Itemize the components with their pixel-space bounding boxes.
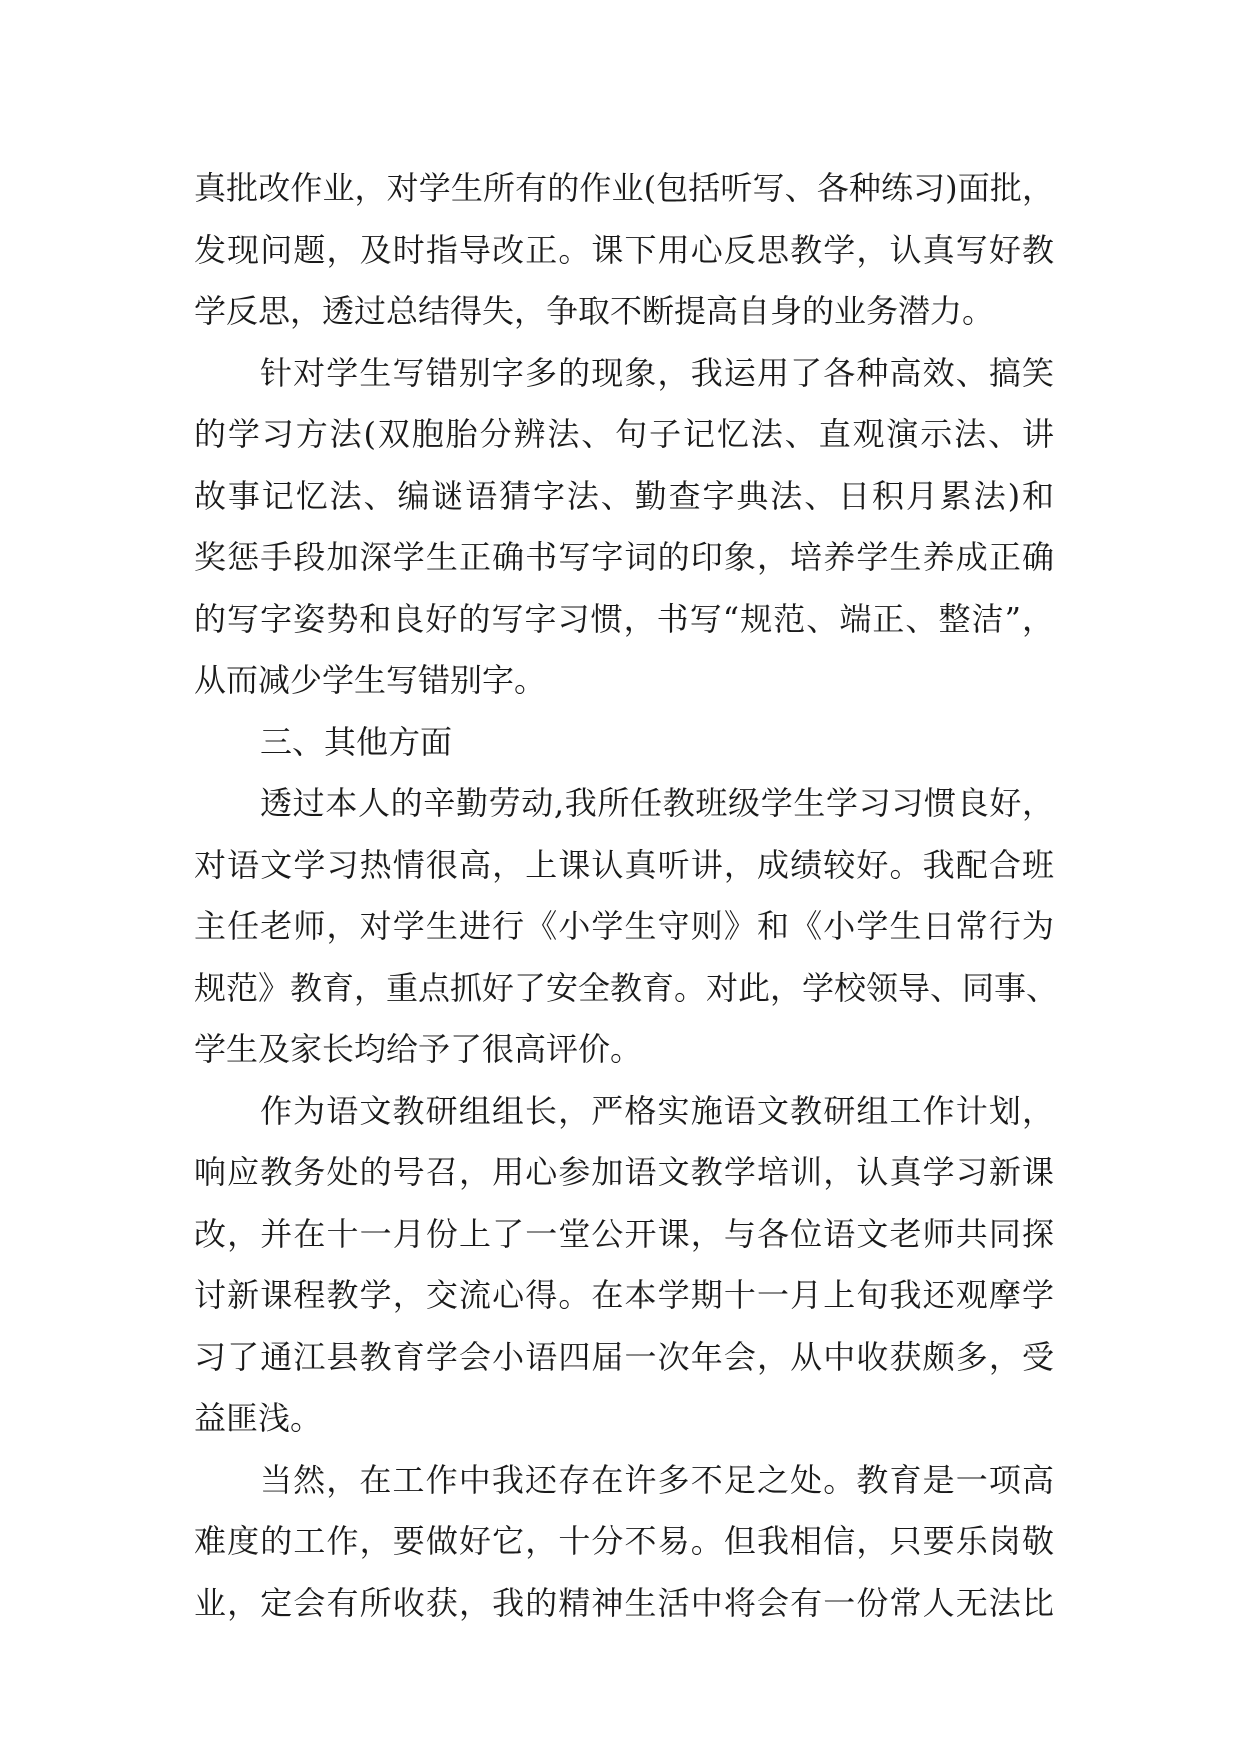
paragraph-first-line: 透过本人的辛勤劳动,我所任教班级学生学习习惯良好， [260, 784, 1054, 822]
paragraph-first-line: 三、其他方面 [260, 722, 453, 761]
text-line: 故事记忆法、编谜语猜字法、勤查字典法、日积月累法)和 [194, 476, 1054, 515]
paragraph-first-line: 针对学生写错别字多的现象，我运用了各种高效、搞笑 [260, 353, 1054, 392]
text-line: 讨新课程教学，交流心得。在本学期十一月上旬我还观摩学 [194, 1276, 1054, 1314]
text-line: 的写字姿势和良好的写字习惯，书写“规范、端正、整洁”， [194, 599, 1054, 638]
text-line: 从而减少学生写错别字。 [194, 661, 547, 699]
text-line: 规范》教育，重点抓好了安全教育。对此，学校领导、同事、 [194, 968, 1059, 1007]
text-line: 真批改作业，对学生所有的作业(包括听写、各种练习)面批， [194, 169, 1054, 207]
text-line: 奖惩手段加深学生正确书写字词的印象，培养学生养成正确 [194, 538, 1054, 576]
text-line: 难度的工作，要做好它，十分不易。但我相信，只要乐岗敬 [194, 1522, 1054, 1560]
text-line: 响应教务处的号召，用心参加语文教学培训，认真学习新课 [194, 1153, 1054, 1191]
text-line: 的学习方法(双胞胎分辨法、句子记忆法、直观演示法、讲 [194, 415, 1054, 453]
document-body [194, 158, 1059, 1634]
text-line: 发现问题，及时指导改正。课下用心反思教学，认真写好教 [194, 230, 1054, 269]
text-line: 学反思，透过总结得失，争取不断提高自身的业务潜力。 [194, 292, 995, 330]
paragraph-first-line: 作为语文教研组组长，严格实施语文教研组工作计划， [260, 1091, 1054, 1130]
text-line: 学生及家长均给予了很高评价。 [194, 1030, 643, 1068]
text-line: 主任老师，对学生进行《小学生守则》和《小学生日常行为 [194, 907, 1054, 945]
text-line: 益匪浅。 [194, 1399, 323, 1437]
text-line: 对语文学习热情很高，上课认真听讲，成绩较好。我配合班 [194, 845, 1054, 884]
paragraph-first-line: 当然，在工作中我还存在许多不足之处。教育是一项高 [260, 1460, 1054, 1499]
text-line: 改，并在十一月份上了一堂公开课，与各位语文老师共同探 [194, 1214, 1054, 1253]
text-line: 习了通江县教育学会小语四届一次年会，从中收获颇多，受 [194, 1337, 1054, 1376]
text-line: 业，定会有所收获，我的精神生活中将会有一份常人无法比 [194, 1583, 1054, 1622]
